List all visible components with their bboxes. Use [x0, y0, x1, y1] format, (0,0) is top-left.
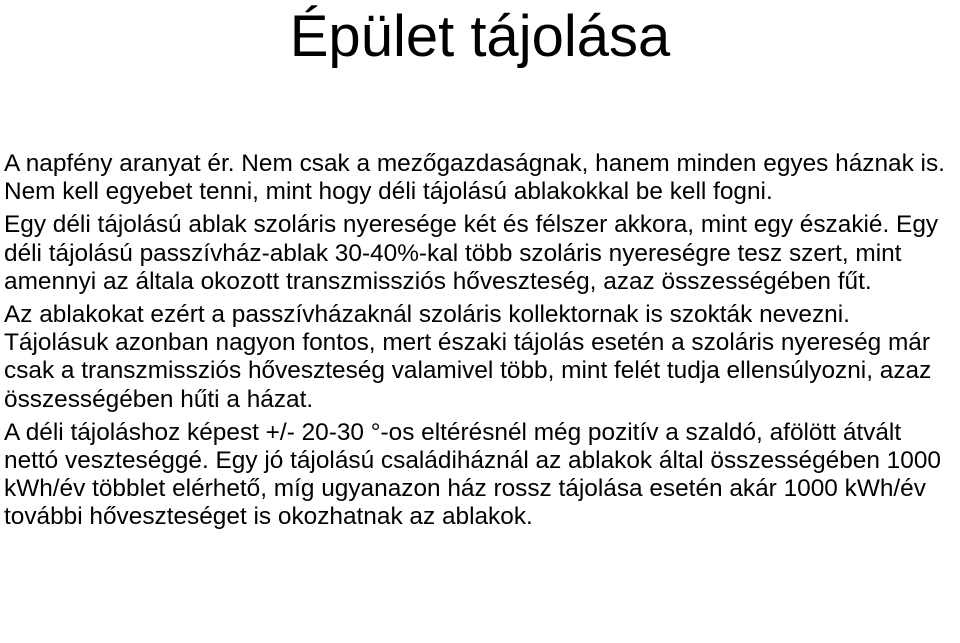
paragraph-sunlight-value: A napfény aranyat ér. Nem csak a mezőgazdaságnak, hanem minden egyes háznak is. Nem kell egyebet tenni, mint hogy déli tájolású ablakokkal be kell fogni. [4, 150, 945, 206]
paragraph-solar-gain: Egy déli tájolású ablak szoláris nyeresége két és félszer akkora, mint egy északié. Egy déli tájolású passzívház-ablak 30-40%-kal több szoláris nyereségre tesz szert, mint amennyi az általa okozott transzmissziós hőveszteség, azaz összességében fűt. [4, 211, 939, 295]
paragraph-orientation-deviation: A déli tájoláshoz képest +/- 20-30 °-os eltérésnél még pozitív a szaldó, afölött átvált nettó veszteséggé. Egy jó tájolású családiháznál az ablakok által összességében 1000 kWh/év többlet elérhető, míg ugyanazon ház rossz tájolása esetén akár 1000 kWh/év további hőveszteséget is okozhatnak az ablakok. [4, 418, 941, 531]
paragraph-solar-collector: Az ablakokat ezért a passzívházaknál szoláris kollektornak is szokták nevezni. Tájolásuk azonban nagyon fontos, mert északi tájolás esetén a szoláris nyereség már csak a transzmissziós hőveszteség valamivel több, mint felét tudja ellensúlyozni, azaz összességében hűti a házat. [4, 301, 932, 413]
slide-body [4, 150, 959, 532]
slide-title: Épület tájolása [289, 4, 671, 69]
